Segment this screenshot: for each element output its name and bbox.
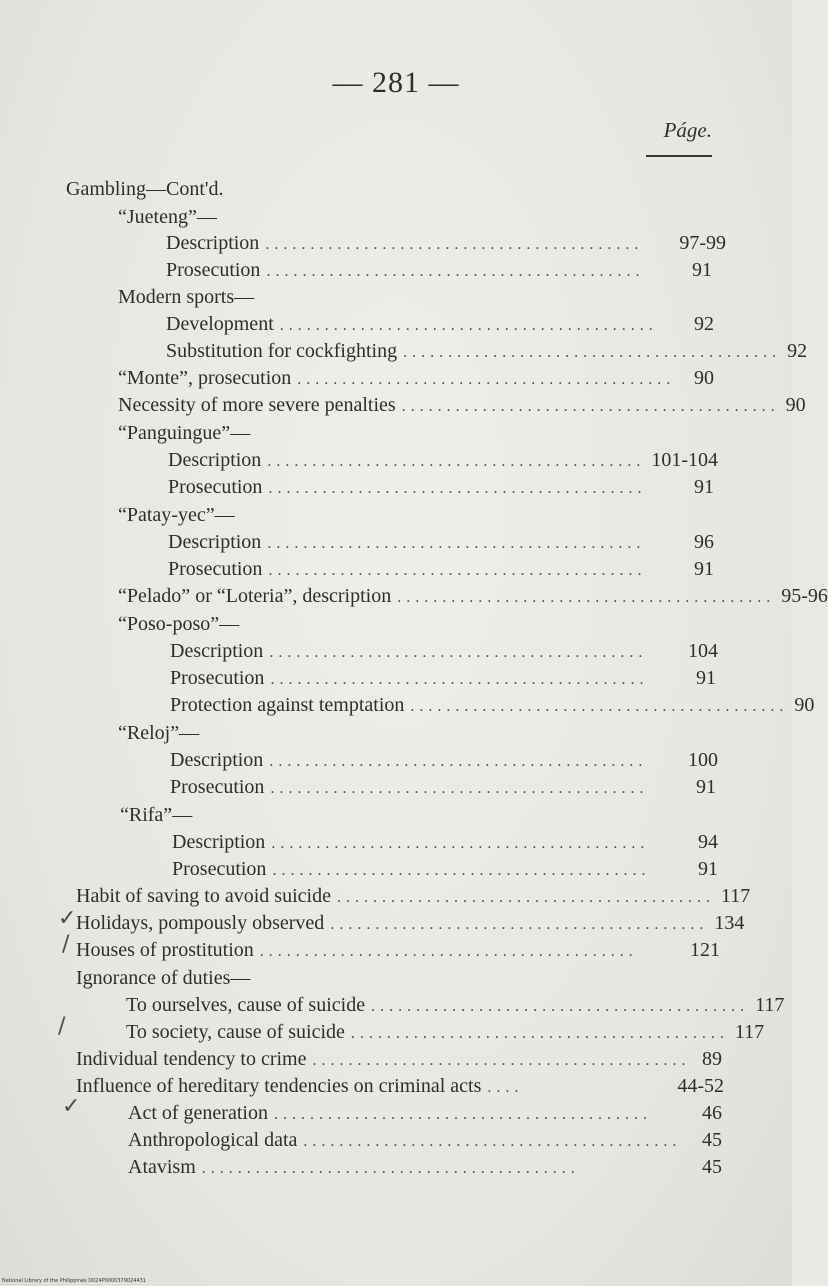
index-entry: Prosecution .......................................... 91 — [166, 259, 712, 281]
slash-mark-icon: / — [62, 932, 70, 957]
index-subheading: “Rifa”— — [120, 804, 193, 826]
index-heading: Gambling—Cont'd. — [66, 178, 224, 200]
index-subheading: “Jueteng”— — [118, 206, 217, 228]
index-entry: Description .......................................... 104 — [170, 640, 718, 662]
scan-footer: National Library of the Philippines D024P0000379024431 — [2, 1278, 146, 1284]
index-entry: Description .......................................... 94 — [172, 831, 718, 853]
index-entry: Prosecution .......................................... 91 — [170, 667, 716, 689]
index-entry: Prosecution .......................................... 91 — [168, 476, 714, 498]
index-entry: “Monte”, prosecution .......................................... 90 — [118, 367, 714, 389]
index-subheading: “Panguingue”— — [118, 422, 251, 444]
page-number: — 281 — — [332, 66, 460, 99]
index-entry: To ourselves, cause of suicide .......................................... 117 — [126, 994, 785, 1016]
index-entry: Substitution for cockfighting .......................................... 92 — [166, 340, 808, 362]
index-entry: Description .......................................... 97-99 — [166, 232, 726, 254]
index-subheading: “Poso-poso”— — [118, 613, 240, 635]
index-entry: Protection against temptation .......................................... 90 — [170, 694, 815, 716]
index-entry: Necessity of more severe penalties .......................................... 90 — [118, 394, 806, 416]
index-entry: Act of generation .......................................... 46 — [128, 1102, 722, 1124]
index-entry: “Pelado” or “Loteria”, description .......................................... 95-96 — [118, 585, 828, 607]
index-entry: Description .......................................... 101-104 — [168, 449, 718, 471]
page-column-label: Páge. — [663, 118, 712, 142]
slash-mark-icon: / — [58, 1014, 66, 1039]
index-entry: Prosecution .......................................... 91 — [168, 558, 714, 580]
index-entry: Influence of hereditary tendencies on criminal acts .... 44-52 — [76, 1075, 724, 1097]
index-entry: Description .......................................... 96 — [168, 531, 714, 553]
index-entry: Atavism .......................................... 45 — [128, 1156, 722, 1178]
index-entry: Houses of prostitution .......................................... 121 — [76, 939, 720, 961]
index-subheading: “Reloj”— — [118, 722, 200, 744]
index-entry: Individual tendency to crime .......................................... 89 — [76, 1048, 722, 1070]
index-entry: To society, cause of suicide .......................................... 117 — [126, 1021, 765, 1043]
check-mark-icon: ✓ — [58, 906, 77, 931]
index-subheading: “Patay-yec”— — [118, 504, 235, 526]
page-column-rule — [646, 155, 712, 157]
index-entry: Habit of saving to avoid suicide .......................................... 117 — [76, 885, 751, 907]
index-heading: Ignorance of duties— — [76, 967, 251, 989]
index-entry: Prosecution .......................................... 91 — [170, 776, 716, 798]
index-entry: Development .......................................... 92 — [166, 313, 714, 335]
index-entry: Prosecution .......................................... 91 — [172, 858, 718, 880]
index-subheading: Modern sports— — [118, 286, 255, 308]
index-entry: Anthropological data .......................................... 45 — [128, 1129, 722, 1151]
index-entry: Holidays, pompously observed .......................................... 134 — [76, 912, 745, 934]
index-entry: Description .......................................... 100 — [170, 749, 718, 771]
check-mark-icon: ✓ — [62, 1094, 81, 1119]
